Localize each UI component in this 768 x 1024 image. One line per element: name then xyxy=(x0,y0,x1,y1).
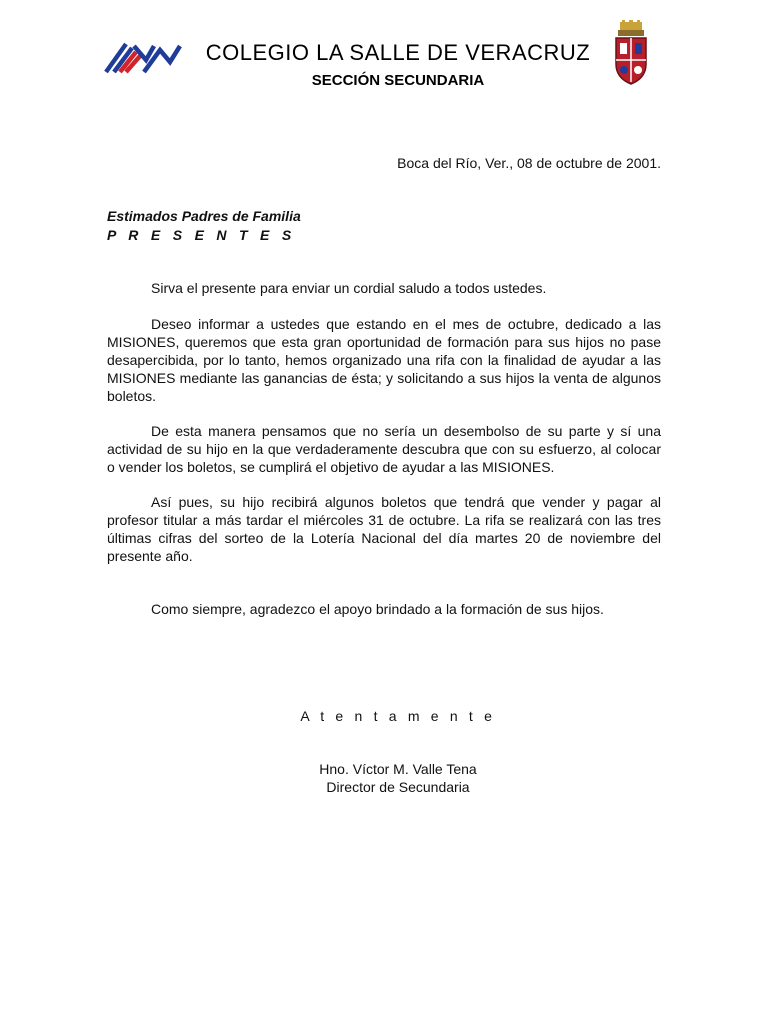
paragraph-missions: Deseo informar a ustedes que estando en el mes de octubre, dedicado a las MISIONES, queremos que esta gran oportunidad de formación para sus hijos no pase desapercibida, por lo tanto, hemos organizado una rifa con la finalidad de ayudar a las MISIONES mediante las ganancias de ésta; y solicitando a sus hijos la venta de algunos boletos. xyxy=(107,316,661,404)
school-name: COLEGIO LA SALLE DE VERACRUZ xyxy=(205,40,591,65)
closing: A t e n t a m e n t e xyxy=(300,708,496,724)
letter-date: Boca del Río, Ver., 08 de octubre de 2001. xyxy=(397,155,661,171)
paragraph-raffle: Así pues, su hijo recibirá algunos boletos que tendrá que vender y pagar al profesor titular a más tardar el miércoles 31 de octubre. La rifa se realizará con las tres últimas cifras del sorteo de la Lotería Nacional del día martes 20 de noviembre del presente año. xyxy=(107,494,661,564)
signer-title: Director de Secundaria xyxy=(326,779,470,795)
school-crest-icon xyxy=(610,20,652,86)
paragraph-greeting: Sirva el presente para enviar un cordial saludo a todos ustedes. xyxy=(151,280,547,296)
paragraph-thanks: Como siempre, agradezco el apoyo brindado a la formación de sus hijos. xyxy=(151,601,604,617)
salutation: Estimados Padres de Familia xyxy=(107,208,301,224)
section-name: SECCIÓN SECUNDARIA xyxy=(311,72,485,89)
presentes-line: P R E S E N T E S xyxy=(107,227,296,243)
signer-name: Hno. Víctor M. Valle Tena xyxy=(319,761,477,777)
paragraph-activity: De esta manera pensamos que no sería un desembolso de su parte y sí una actividad de su hijo en la que verdaderamente descubra que con su esfuerzo, al colocar o vender los boletos, se cumplirá el objetivo de ayudar a las MISIONES. xyxy=(107,423,661,475)
